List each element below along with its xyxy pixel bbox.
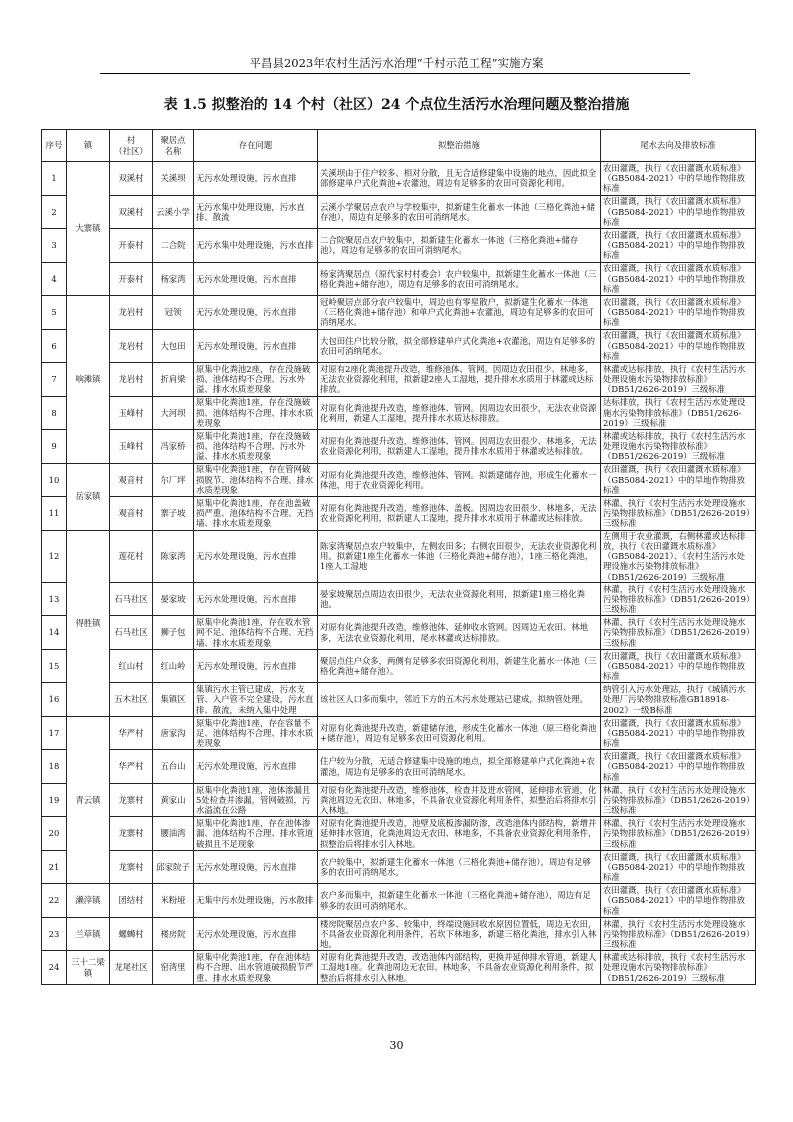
town-cell: 得胜镇	[67, 530, 110, 716]
problem-cell: 原集中化粪池1座，存在池盖破损严重、池体结构不合理、无挡墙、排水水质差现象	[194, 497, 318, 531]
measure-cell: 对原有化粪池提升改造，维修池体、盖板。因周边农田很少、林地多，无法农业资源化利用，拟新建人工湿地，提升排水水质用于林灌或达标排放。	[318, 497, 601, 531]
problem-cell: 原集中化粪池1座，存在收水管网不足、池体结构不合理、无挡墙、排水水质差现象	[194, 616, 318, 650]
table-row	[42, 850, 756, 884]
row-number: 15	[42, 649, 67, 683]
site-cell: 尔厂坪	[153, 463, 194, 497]
table-row	[42, 296, 756, 330]
row-number: 7	[42, 363, 67, 397]
problem-cell: 原集中化粪池1座，存在池体结构不合理、出水管道破损脱节严重、排水水质差现象	[194, 951, 318, 985]
town-cell: 三十二梁镇	[67, 951, 110, 985]
village-cell: 华严村	[110, 750, 153, 784]
row-number: 4	[42, 262, 67, 296]
measure-cell: 楼房院聚居点农户多、较集中，终端设施回收水原因位置低，周边无农田，不具备农业资源化利用条件，若坎下林地多，新建三格化粪池，排水引入林地。	[318, 917, 601, 951]
measure-cell: 二合院聚居点农户较集中，拟新建生化蓄水一体池（三格化粪池+储存池），周边有足够多的农田可消纳尾水。	[318, 229, 601, 263]
measure-cell: 冠岭聚居点部分农户较集中，周边也有零星散户，拟新建生化蓄水一体池（三格化粪池+储存池）和单户式化粪池+农灌池，周边有足够多的农田可消纳尾水。	[318, 296, 601, 330]
table-title: 表 1.5 拟整治的 14 个村（社区）24 个点位生活污水治理问题及整治措施	[163, 97, 630, 113]
site-cell: 冯家桥	[153, 430, 194, 464]
village-cell: 玉峰村	[110, 396, 153, 430]
town-cell: 青云镇	[67, 716, 110, 884]
col-header-outlet: 尾水去向及排放标准	[601, 130, 756, 162]
table-row	[42, 530, 756, 582]
village-cell: 石马社区	[110, 582, 153, 616]
row-number: 16	[42, 683, 67, 717]
problem-cell: 无污水处理设施，污水直排	[194, 262, 318, 296]
problem-cell: 无污水处理设施，污水直排	[194, 162, 318, 196]
village-cell: 龙寨村	[110, 817, 153, 851]
site-cell: 窑湾里	[153, 951, 194, 985]
row-number: 2	[42, 195, 67, 229]
site-cell: 腰油湾	[153, 817, 194, 851]
village-cell: 龙岩村	[110, 363, 153, 397]
outlet-cell: 农田灌溉，执行《农田灌溉水质标准》（GB5084-2021）中的旱地作物排放标准	[601, 229, 756, 263]
row-number: 19	[42, 783, 67, 817]
measure-cell: 云溪小学聚居点农户与学校集中，拟新建生化蓄水一体池（三格化粪池+储存池），周边有足够多的农田可消纳尾水。	[318, 195, 601, 229]
table-row	[42, 497, 756, 531]
col-header-measure: 拟整治措施	[318, 130, 601, 162]
problem-cell: 无污水处理设施，污水直排	[194, 296, 318, 330]
measure-cell: 对原有化粪池提升改造，维修池体、管网。因周边农田很少，无法农业资源化利用，新建人工湿地，提升排水水质达标排放。	[318, 396, 601, 430]
site-cell: 邱家院子	[153, 850, 194, 884]
problem-cell: 无集中污水处理设施，污水散排	[194, 884, 318, 918]
village-cell: 观音村	[110, 463, 153, 497]
row-number: 18	[42, 750, 67, 784]
measure-cell: 对原有2座化粪池提升改造，维修池体、管网。因周边农田很少、林地多，无法农业资源化利用，拟新建2座人工湿地，提升排水水质用于林灌或达标排放。	[318, 363, 601, 397]
outlet-cell: 林灌，执行《农村生活污水处理设施水污染物排放标准》（DB51/2626-2019）三级标准	[601, 616, 756, 650]
page-number: 30	[389, 1039, 404, 1052]
measure-cell: 对原有化粪池提升改造，维修池体，检查井及进水管网，延伸排水管道，化粪池周边无农田、林地多，不具备农业资源化利用条件，拟整治后将排水引入林地。	[318, 783, 601, 817]
outlet-cell: 农田灌溉，执行《农田灌溉水质标准》（GB5084-2021）中的旱地作物排放标准	[601, 195, 756, 229]
col-header-no: 序号	[42, 130, 67, 162]
site-cell: 大河坝	[153, 396, 194, 430]
table-row	[42, 430, 756, 464]
outlet-cell: 农田灌溉，执行《农田灌溉水质标准》（GB5084-2021）中的旱地作物排放标准	[601, 296, 756, 330]
outlet-cell: 农田灌溉，执行《农田灌溉水质标准》（GB5084-2021）中的旱地作物排放标准	[601, 716, 756, 750]
outlet-cell: 左侧用于农业灌溉，右侧林灌或达标排放，执行《农田灌溉水质标准》（GB5084-2021）、《农村生活污水处理设施水污染物排放标准》（DB51/2626-2019）三级标准	[601, 530, 756, 582]
outlet-cell: 林灌，执行《农村生活污水处理设施水污染物排放标准》（DB51/2626-2019）三级标准	[601, 817, 756, 851]
town-cell: 岳家镇	[67, 463, 110, 530]
village-cell: 华严村	[110, 716, 153, 750]
outlet-cell: 农田灌溉，执行《农田灌溉水质标准》（GB5084-2021）中的旱地作物排放标准	[601, 750, 756, 784]
outlet-cell: 林灌，执行《农村生活污水处理设施水污染物排放标准》（DB51/2626-2019）三级标准	[601, 582, 756, 616]
site-cell: 黄家山	[153, 783, 194, 817]
col-header-village: 村 （社区）	[110, 130, 153, 162]
problem-cell: 集镇污水主管已建成，污水支管、入户管不完全建设，污水直排、散流，未纳入集中处理	[194, 683, 318, 717]
town-cell: 濑滓镇	[67, 884, 110, 918]
table-row	[42, 716, 756, 750]
table-row	[42, 649, 756, 683]
table-row	[42, 917, 756, 951]
row-number: 1	[42, 162, 67, 196]
outlet-cell: 农田灌溉，执行《农田灌溉水质标准》（GB5084-2021）中的旱地作物排放标准	[601, 884, 756, 918]
table-row	[42, 783, 756, 817]
outlet-cell: 达标排放，执行《农村生活污水处理设施水污染物排放标准》（DB51/2626-2019）三级标准	[601, 396, 756, 430]
site-cell: 二合院	[153, 229, 194, 263]
row-number: 11	[42, 497, 67, 531]
table-row	[42, 396, 756, 430]
site-cell: 陈家湾	[153, 530, 194, 582]
village-cell: 观音村	[110, 497, 153, 531]
row-number: 5	[42, 296, 67, 330]
measure-cell: 杨家湾聚居点（原代家村村委会）农户较集中，拟新建生化蓄水一体池（三格化粪池+储存池），周边有足够多的农田可消纳尾水。	[318, 262, 601, 296]
row-number: 8	[42, 396, 67, 430]
village-cell: 龙寨村	[110, 783, 153, 817]
table-row	[42, 229, 756, 263]
village-cell: 双溪村	[110, 195, 153, 229]
table-row	[42, 329, 756, 363]
header-rule	[100, 73, 690, 74]
table-row	[42, 463, 756, 497]
problem-cell: 原集中化粪池1座，存在容量不足、池体结构不合理、排水水质差现象	[194, 716, 318, 750]
outlet-cell: 农田灌溉，执行《农田灌溉水质标准》（GB5084-2021）中的旱地作物排放标准	[601, 850, 756, 884]
measure-cell: 聚居点住户众多，两侧有足够多农田资源化利用，新建生化蓄水一体池（三格化粪池+储存池）。	[318, 649, 601, 683]
measure-cell: 住户较为分散，无适合修建集中设施的地点，拟全部修建单户式化粪池+农灌池，周边有足够多的农田可消纳尾水。	[318, 750, 601, 784]
col-header-town: 镇	[67, 130, 110, 162]
measure-cell: 该社区人口多而集中，邻近下方的五木污水处理站已建成，拟纳管处理。	[318, 683, 601, 717]
problem-cell: 无污水处理设施，污水直排	[194, 582, 318, 616]
village-cell: 龙尾社区	[110, 951, 153, 985]
measure-cell: 对原有化粪池提升改造，新建储存池，形成生化蓄水一体池（原三格化粪池+储存池），周边有足够多农田可资源化利用。	[318, 716, 601, 750]
problem-cell: 无污水处理设施，污水直排	[194, 750, 318, 784]
table-row	[42, 582, 756, 616]
measure-cell: 对原有化粪池提升改造，改造池体内部结构，更换并延伸排水管道，新建人工湿地1座。化粪池周边无农田、林地多，不具备农业资源化利用条件，拟整治后将排水引入林地。	[318, 951, 601, 985]
row-number: 20	[42, 817, 67, 851]
outlet-cell: 林灌或达标排放，执行《农村生活污水处理设施水污染物排放标准》（DB51/2626-2019）三级标准	[601, 363, 756, 397]
outlet-cell: 农田灌溉，执行《农田灌溉水质标准》（GB5084-2021）中的旱地作物排放标准	[601, 329, 756, 363]
outlet-cell: 农田灌溉，执行《农田灌溉水质标准》（GB5084-2021）中的旱地作物排放标准	[601, 649, 756, 683]
row-number: 22	[42, 884, 67, 918]
site-cell: 集镇区	[153, 683, 194, 717]
problem-cell: 无污水处理设施，污水直排	[194, 917, 318, 951]
remediation-table	[41, 129, 756, 985]
village-cell: 团结村	[110, 884, 153, 918]
outlet-cell: 农田灌溉，执行《农田灌溉水质标准》（GB5084-2021）中的旱地作物排放标准	[601, 162, 756, 196]
running-header: 平昌县2023年农村生活污水治理“千村示范工程”实施方案	[249, 56, 544, 70]
row-number: 13	[42, 582, 67, 616]
measure-cell: 对原有化粪池提升改造，维修池体、管网。因周边农田很少、林地多，无法农业资源化利用，拟新建人工湿地，提升排水水质用于林灌或达标排放。	[318, 430, 601, 464]
site-cell: 关溪坝	[153, 162, 194, 196]
table-row	[42, 262, 756, 296]
village-cell: 龙岩村	[110, 296, 153, 330]
table-row	[42, 750, 756, 784]
village-cell: 玉峰村	[110, 430, 153, 464]
site-cell: 五台山	[153, 750, 194, 784]
outlet-cell: 林灌，执行《农村生活污水处理设施水污染物排放标准》（DB51/2626-2019）三级标准	[601, 783, 756, 817]
site-cell: 米粉垭	[153, 884, 194, 918]
measure-cell: 陈家湾聚居点农户较集中，左侧农田多；右侧农田很少，无法农业资源化利用。拟新建1座生化蓄水一体池（三格化粪池+储存池），1座三格化粪池，1座人工湿地	[318, 530, 601, 582]
row-number: 10	[42, 463, 67, 497]
village-cell: 龙岩村	[110, 329, 153, 363]
table-row	[42, 616, 756, 650]
measure-cell: 晏家坡聚居点周边农田很少，无法农业资源化利用，拟新建1座三格化粪池。	[318, 582, 601, 616]
problem-cell: 无污水处理设施，污水直排	[194, 329, 318, 363]
col-header-problem: 存在问题	[194, 130, 318, 162]
problem-cell: 原集中化粪池1座，存在管网破损脱节、池体结构不合理、排水水质差现象	[194, 463, 318, 497]
problem-cell: 无污水集中处理设施，污水直排	[194, 229, 318, 263]
row-number: 24	[42, 951, 67, 985]
outlet-cell: 林灌，执行《农村生活污水处理设施水污染物排放标准》（DB51/2626-2019）三级标准	[601, 497, 756, 531]
village-cell: 石马社区	[110, 616, 153, 650]
village-cell: 五木社区	[110, 683, 153, 717]
measure-cell: 关溪坝由于住户较多、相对分散，且无合适修建集中设施的地点，因此拟全部修建单户式化粪池+农灌池，周边有足够多的农田可资源化利用。	[318, 162, 601, 196]
site-cell: 红山岭	[153, 649, 194, 683]
table-row	[42, 363, 756, 397]
col-header-site: 聚居点 名称	[153, 130, 194, 162]
site-cell: 晏家坡	[153, 582, 194, 616]
table-header-row	[42, 130, 756, 162]
outlet-cell: 林灌，执行《农村生活污水处理设施水污染物排放标准》（DB51/2626-2019）三级标准	[601, 917, 756, 951]
table-row	[42, 884, 756, 918]
outlet-cell: 农田灌溉，执行《农田灌溉水质标准》（GB5084-2021）中的旱地作物排放标准	[601, 463, 756, 497]
village-cell: 双溪村	[110, 162, 153, 196]
row-number: 12	[42, 530, 67, 582]
row-number: 6	[42, 329, 67, 363]
problem-cell: 无污水处理设施，污水直排	[194, 649, 318, 683]
table-row	[42, 951, 756, 985]
town-cell: 大寨镇	[67, 162, 110, 296]
problem-cell: 原集中化粪池1座，存在没施破损、池体结构不合理、污水外溢、排水水质差现象	[194, 430, 318, 464]
outlet-cell: 林灌或达标排放，执行《农村生活污水处理设施水污染物排放标准》（DB51/2626-2019）三级标准	[601, 430, 756, 464]
row-number: 9	[42, 430, 67, 464]
row-number: 21	[42, 850, 67, 884]
row-number: 23	[42, 917, 67, 951]
measure-cell: 对原有化粪池提升改造，维修池体、管网。拟新建储存池，形成生化蓄水一体池，用于农业资源化利用。	[318, 463, 601, 497]
measure-cell: 农户多而集中，拟新建生化蓄水一体池（三格化粪池+储存池），周边有足够多的农田可消纳尾水。	[318, 884, 601, 918]
problem-cell: 无污水处理设施，污水直排	[194, 850, 318, 884]
site-cell: 寨子坡	[153, 497, 194, 531]
problem-cell: 原集中化粪池1座，存在没施破损、池体结构不合理、排水水质差现象	[194, 396, 318, 430]
outlet-cell: 纳管引入污水处理站，执行《城镇污水处理厂污染物排放标准GB18918-2002》一级B标准	[601, 683, 756, 717]
table-row	[42, 162, 756, 196]
problem-cell: 无污水集中处理设施，污水直排、散流	[194, 195, 318, 229]
table-row	[42, 195, 756, 229]
measure-cell: 对原有化粪池提升改造，池壁及底板渗漏防渗，改造池体内部结构，新增并延伸排水管道，化粪池周边无农田、林地多，不具备农业资源化利用条件，拟整治后将排水引入林地。	[318, 817, 601, 851]
site-cell: 楼房院	[153, 917, 194, 951]
town-cell: 兰草镇	[67, 917, 110, 951]
outlet-cell: 农田灌溉，执行《农田灌溉水质标准》（GB5084-2021）中的旱地作物排放标准	[601, 262, 756, 296]
table-row	[42, 683, 756, 717]
village-cell: 螺蛳村	[110, 917, 153, 951]
measure-cell: 对原有化粪池提升改造，维修池体、延伸收水管网。因周边无农田、林地多，无法农业资源化利用，尾水林灌或达标排放。	[318, 616, 601, 650]
site-cell: 大包田	[153, 329, 194, 363]
table-row	[42, 817, 756, 851]
problem-cell: 原集中化粪池1座，存在池体渗漏、池体结构不合理、排水管道破损且不足现象	[194, 817, 318, 851]
village-cell: 开泰村	[110, 262, 153, 296]
site-cell: 云溪小学	[153, 195, 194, 229]
problem-cell: 原集中化粪池1座，池体渗漏且5处检查井渗漏，管网破损，污水溢流在公路	[194, 783, 318, 817]
row-number: 17	[42, 716, 67, 750]
measure-cell: 大包田住户比较分散，拟全部修建单户式化粪池+农灌池，周边有足够多的农田可消纳尾水。	[318, 329, 601, 363]
village-cell: 红山村	[110, 649, 153, 683]
site-cell: 唐家沟	[153, 716, 194, 750]
measure-cell: 农户较集中，拟新建生化蓄水一体池（三格化粪池+储存池），周边有足够多的农田可消纳尾水。	[318, 850, 601, 884]
village-cell: 龙寨村	[110, 850, 153, 884]
site-cell: 折肩梁	[153, 363, 194, 397]
outlet-cell: 林灌或达标排放，执行《农村生活污水处理设施水污染物排放标准》（DB51/2626-2019）三级标准	[601, 951, 756, 985]
site-cell: 冠领	[153, 296, 194, 330]
village-cell: 开泰村	[110, 229, 153, 263]
row-number: 14	[42, 616, 67, 650]
row-number: 3	[42, 229, 67, 263]
site-cell: 狮子包	[153, 616, 194, 650]
town-cell: 响滩镇	[67, 296, 110, 464]
problem-cell: 无污水处理设施，污水直排	[194, 530, 318, 582]
village-cell: 莲花村	[110, 530, 153, 582]
problem-cell: 原集中化粪池2座，存在没施破损、池体结构不合理、污水外溢、排水水质差现象	[194, 363, 318, 397]
site-cell: 杨家湾	[153, 262, 194, 296]
